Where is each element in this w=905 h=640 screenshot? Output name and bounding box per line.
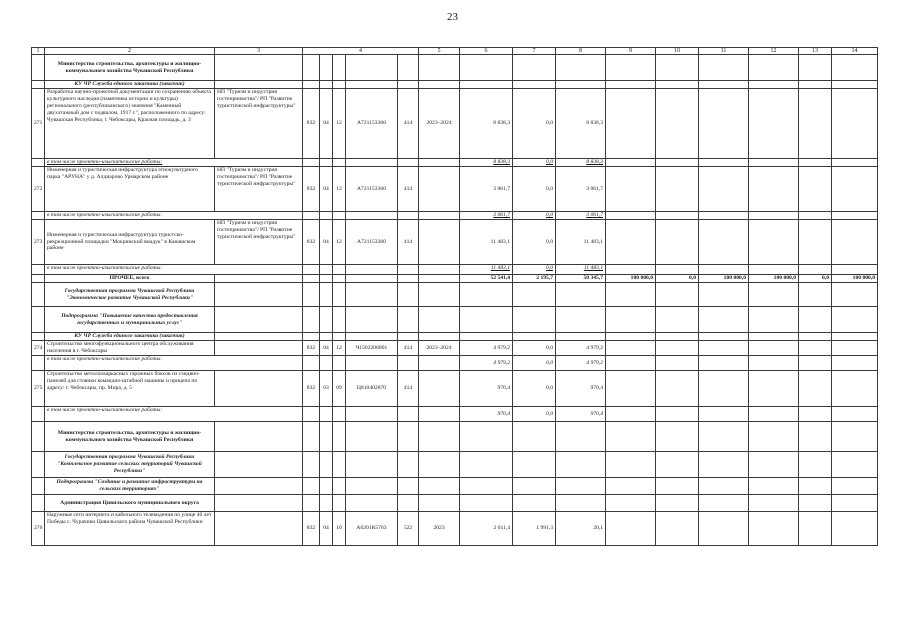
col-number: 4 — [303, 48, 419, 55]
table-row — [32, 167, 878, 212]
row-number: 271 — [32, 89, 45, 159]
section-row — [32, 81, 878, 89]
value-col7: 0,0 — [513, 89, 556, 159]
value-col7: 0,0 — [513, 220, 556, 265]
total-col7: 2 195,7 — [513, 275, 556, 283]
value-total: 970,4 — [460, 371, 513, 407]
section-row — [32, 283, 878, 307]
subtotal-col8: 11 483,1 — [556, 265, 606, 275]
value-total: 4 979,2 — [460, 341, 513, 356]
program-name: НП "Туризм и индустрия гостеприимства"/ РП "Развитие туристической инфраструктуры" — [215, 220, 303, 265]
subtotal-row — [32, 212, 878, 220]
value-col7: 0,0 — [513, 371, 556, 407]
code-section: 04 — [320, 341, 333, 356]
ministry-heading: Министерство строительства, архитектуры и жилищно-коммунального хозяйства Чувашской Республики — [45, 422, 215, 452]
subtotal-row — [32, 407, 878, 422]
subtotal-row — [32, 159, 878, 167]
subtotal-total: 4 979,2 — [460, 356, 513, 371]
code-expense: 414 — [398, 89, 419, 159]
period: 2023 — [419, 512, 460, 546]
subtotal-label: в том числе проектно-изыскательские работы: — [45, 356, 303, 371]
code-expense: 414 — [398, 167, 419, 212]
period — [419, 220, 460, 265]
table-row — [32, 89, 878, 159]
section-row — [32, 307, 878, 333]
code-subsection: 09 — [333, 371, 346, 407]
column-number-row — [32, 48, 878, 55]
code-grbs: 832 — [303, 89, 320, 159]
col-number: 5 — [419, 48, 460, 55]
col-number: 10 — [656, 48, 699, 55]
row-number: 272 — [32, 167, 45, 212]
subtotal-col8: 8 838,3 — [556, 159, 606, 167]
total-col12: 100 000,0 — [749, 275, 799, 283]
subtotal-label: в том числе проектно-изыскательские работы: — [45, 159, 303, 167]
program-name: НП "Туризм и индустрия гостеприимства"/ РП "Развитие туристической инфраструктуры" — [215, 167, 303, 212]
subtotal-col8: 3 061,7 — [556, 212, 606, 220]
table-row — [32, 220, 878, 265]
col-number: 9 — [606, 48, 656, 55]
code-expense: 522 — [398, 512, 419, 546]
col-number: 2 — [45, 48, 215, 55]
value-col8: 20,1 — [556, 512, 606, 546]
code-section: 04 — [320, 512, 333, 546]
value-total: 3 061,7 — [460, 167, 513, 212]
total-label: ПРОЧЕЕ, всего — [45, 275, 215, 283]
total-col14: 100 000,0 — [832, 275, 878, 283]
admin-heading: Администрация Цивильского муниципального округа — [45, 495, 215, 512]
code-target: Ц810402870 — [346, 371, 398, 407]
code-subsection: 12 — [333, 167, 346, 212]
table-row — [32, 341, 878, 356]
subtotal-col7: 0,0 — [513, 407, 556, 422]
total-value: 52 541,4 — [460, 275, 513, 283]
subtotal-col7: 0,0 — [513, 265, 556, 275]
total-col8: 50 345,7 — [556, 275, 606, 283]
col-number: 3 — [215, 48, 303, 55]
value-total: 8 838,3 — [460, 89, 513, 159]
customer-heading: КУ ЧР Служба единого заказчика (заказчик) — [45, 81, 215, 89]
value-col8: 970,4 — [556, 371, 606, 407]
code-grbs: 832 — [303, 220, 320, 265]
section-row — [32, 478, 878, 495]
section-row — [32, 452, 878, 478]
investment-table — [31, 47, 878, 546]
subtotal-total: 8 838,3 — [460, 159, 513, 167]
col-number: 1 — [32, 48, 45, 55]
subtotal-label: в том числе проектно-изыскательские работы: — [45, 265, 303, 275]
code-grbs: 832 — [303, 341, 320, 356]
subtotal-row — [32, 356, 878, 371]
customer-heading: КУ ЧР Служба единого заказчика (заказчик) — [45, 333, 215, 341]
program-name: НП "Туризм и индустрия гостеприимства"/ РП "Развитие туристической инфраструктуры" — [215, 89, 303, 159]
ministry-heading: Министерство строительства, архитектуры и жилищно-коммунального хозяйства Чувашской Республики — [45, 55, 215, 81]
section-row — [32, 422, 878, 452]
period — [419, 167, 460, 212]
code-section: 03 — [320, 371, 333, 407]
code-expense: 414 — [398, 341, 419, 356]
subtotal-row — [32, 265, 878, 275]
code-section: 04 — [320, 220, 333, 265]
subtotal-col8: 4 979,2 — [556, 356, 606, 371]
value-col7: 0,0 — [513, 167, 556, 212]
code-subsection: 10 — [333, 512, 346, 546]
value-col8: 11 483,1 — [556, 220, 606, 265]
total-row — [32, 275, 878, 283]
subtotal-total: 3 061,7 — [460, 212, 513, 220]
value-col8: 3 061,7 — [556, 167, 606, 212]
col-number: 12 — [749, 48, 799, 55]
subtotal-label: в том числе проектно-изыскательские работы: — [45, 407, 303, 422]
subtotal-total: 11 483,1 — [460, 265, 513, 275]
value-total: 2 011,4 — [460, 512, 513, 546]
code-target: А721153360 — [346, 89, 398, 159]
code-expense: 414 — [398, 371, 419, 407]
code-subsection: 12 — [333, 89, 346, 159]
code-expense: 414 — [398, 220, 419, 265]
period: 2023–2024 — [419, 89, 460, 159]
period — [419, 371, 460, 407]
value-col8: 4 979,2 — [556, 341, 606, 356]
subtotal-col7: 0,0 — [513, 356, 556, 371]
value-total: 11 483,1 — [460, 220, 513, 265]
subtotal-label: в том числе проектно-изыскательские работы: — [45, 212, 303, 220]
subtotal-col7: 0,0 — [513, 212, 556, 220]
object-name: Строительство металлокаркасных гаражных боксов из сэндвич-панелей для стоянки командно-штабной машины и прицепа по адресу: г. Чебоксары, пр. Мира, д. 5 — [45, 371, 215, 407]
table-row — [32, 512, 878, 546]
row-number: 276 — [32, 512, 45, 546]
col-number: 14 — [832, 48, 878, 55]
section-row — [32, 495, 878, 512]
subtotal-col8: 970,4 — [556, 407, 606, 422]
code-target: Ч1502206801 — [346, 341, 398, 356]
value-col8: 8 838,3 — [556, 89, 606, 159]
total-col10: 0,0 — [656, 275, 699, 283]
table-row — [32, 371, 878, 407]
code-section: 04 — [320, 89, 333, 159]
col-number: 11 — [699, 48, 749, 55]
col-number: 8 — [556, 48, 606, 55]
subprogram-heading: Подпрограмма "Повышение качества предоставления государственных и муниципальных услуг" — [45, 307, 215, 333]
code-grbs: 832 — [303, 371, 320, 407]
code-grbs: 832 — [303, 512, 320, 546]
object-name: Строительство многофункционального центра обслуживания населения в г. Чебоксары — [45, 341, 215, 356]
page-number: 23 — [447, 11, 458, 23]
object-name: Инженерная и туристическая инфраструктура туристско-рекреационной площадки "Мокринский виадук" в Канашском районе — [45, 220, 215, 265]
total-col13: 0,0 — [799, 275, 832, 283]
section-row — [32, 333, 878, 341]
subprogram-heading: Подпрограмма "Создание и развитие инфраструктуры на сельских территориях" — [45, 478, 215, 495]
col-number: 6 — [460, 48, 513, 55]
object-name: Наружные сети интернета и кабельного телевидения по улице 40 лет Победы с. Чурачики Цивильского района Чувашской Республики — [45, 512, 215, 546]
code-subsection: 12 — [333, 220, 346, 265]
program-heading: Государственная программа Чувашской Республики "Комплексное развитие сельских территорий Чувашской Республики" — [45, 452, 215, 478]
total-col9: 100 000,0 — [606, 275, 656, 283]
code-section: 04 — [320, 167, 333, 212]
value-col7: 0,0 — [513, 341, 556, 356]
row-number: 273 — [32, 220, 45, 265]
total-col11: 100 000,0 — [699, 275, 749, 283]
code-grbs: 832 — [303, 167, 320, 212]
subtotal-col7: 0,0 — [513, 159, 556, 167]
row-number: 274 — [32, 341, 45, 356]
section-row — [32, 55, 878, 81]
value-col7: 1 991,3 — [513, 512, 556, 546]
code-target: А721153360 — [346, 220, 398, 265]
object-name: Инженерная и туристическая инфраструктура этнокультурного парка "АРУНА" у д. Алдиарово Урмарском районе — [45, 167, 215, 212]
subtotal-total: 970,4 — [460, 407, 513, 422]
col-number: 7 — [513, 48, 556, 55]
code-target: А721153360 — [346, 167, 398, 212]
program-heading: Государственная программа Чувашской Республики "Экономическое развитие Чувашской Республики" — [45, 283, 215, 307]
row-number: 275 — [32, 371, 45, 407]
period: 2023–2024 — [419, 341, 460, 356]
col-number: 13 — [799, 48, 832, 55]
code-subsection: 12 — [333, 341, 346, 356]
code-target: А6201R5763 — [346, 512, 398, 546]
object-name: Разработка научно-проектной документации по сохранению объекта культурного наследия (памятника истории и культуры) регионального (республиканского) значения "Каменный двухэтажный дом с подвалом, 1917 г.", расположенного по адресу: Чувашская Республика, г. Чебоксары, Красная площадь, д. 3 — [45, 89, 215, 159]
